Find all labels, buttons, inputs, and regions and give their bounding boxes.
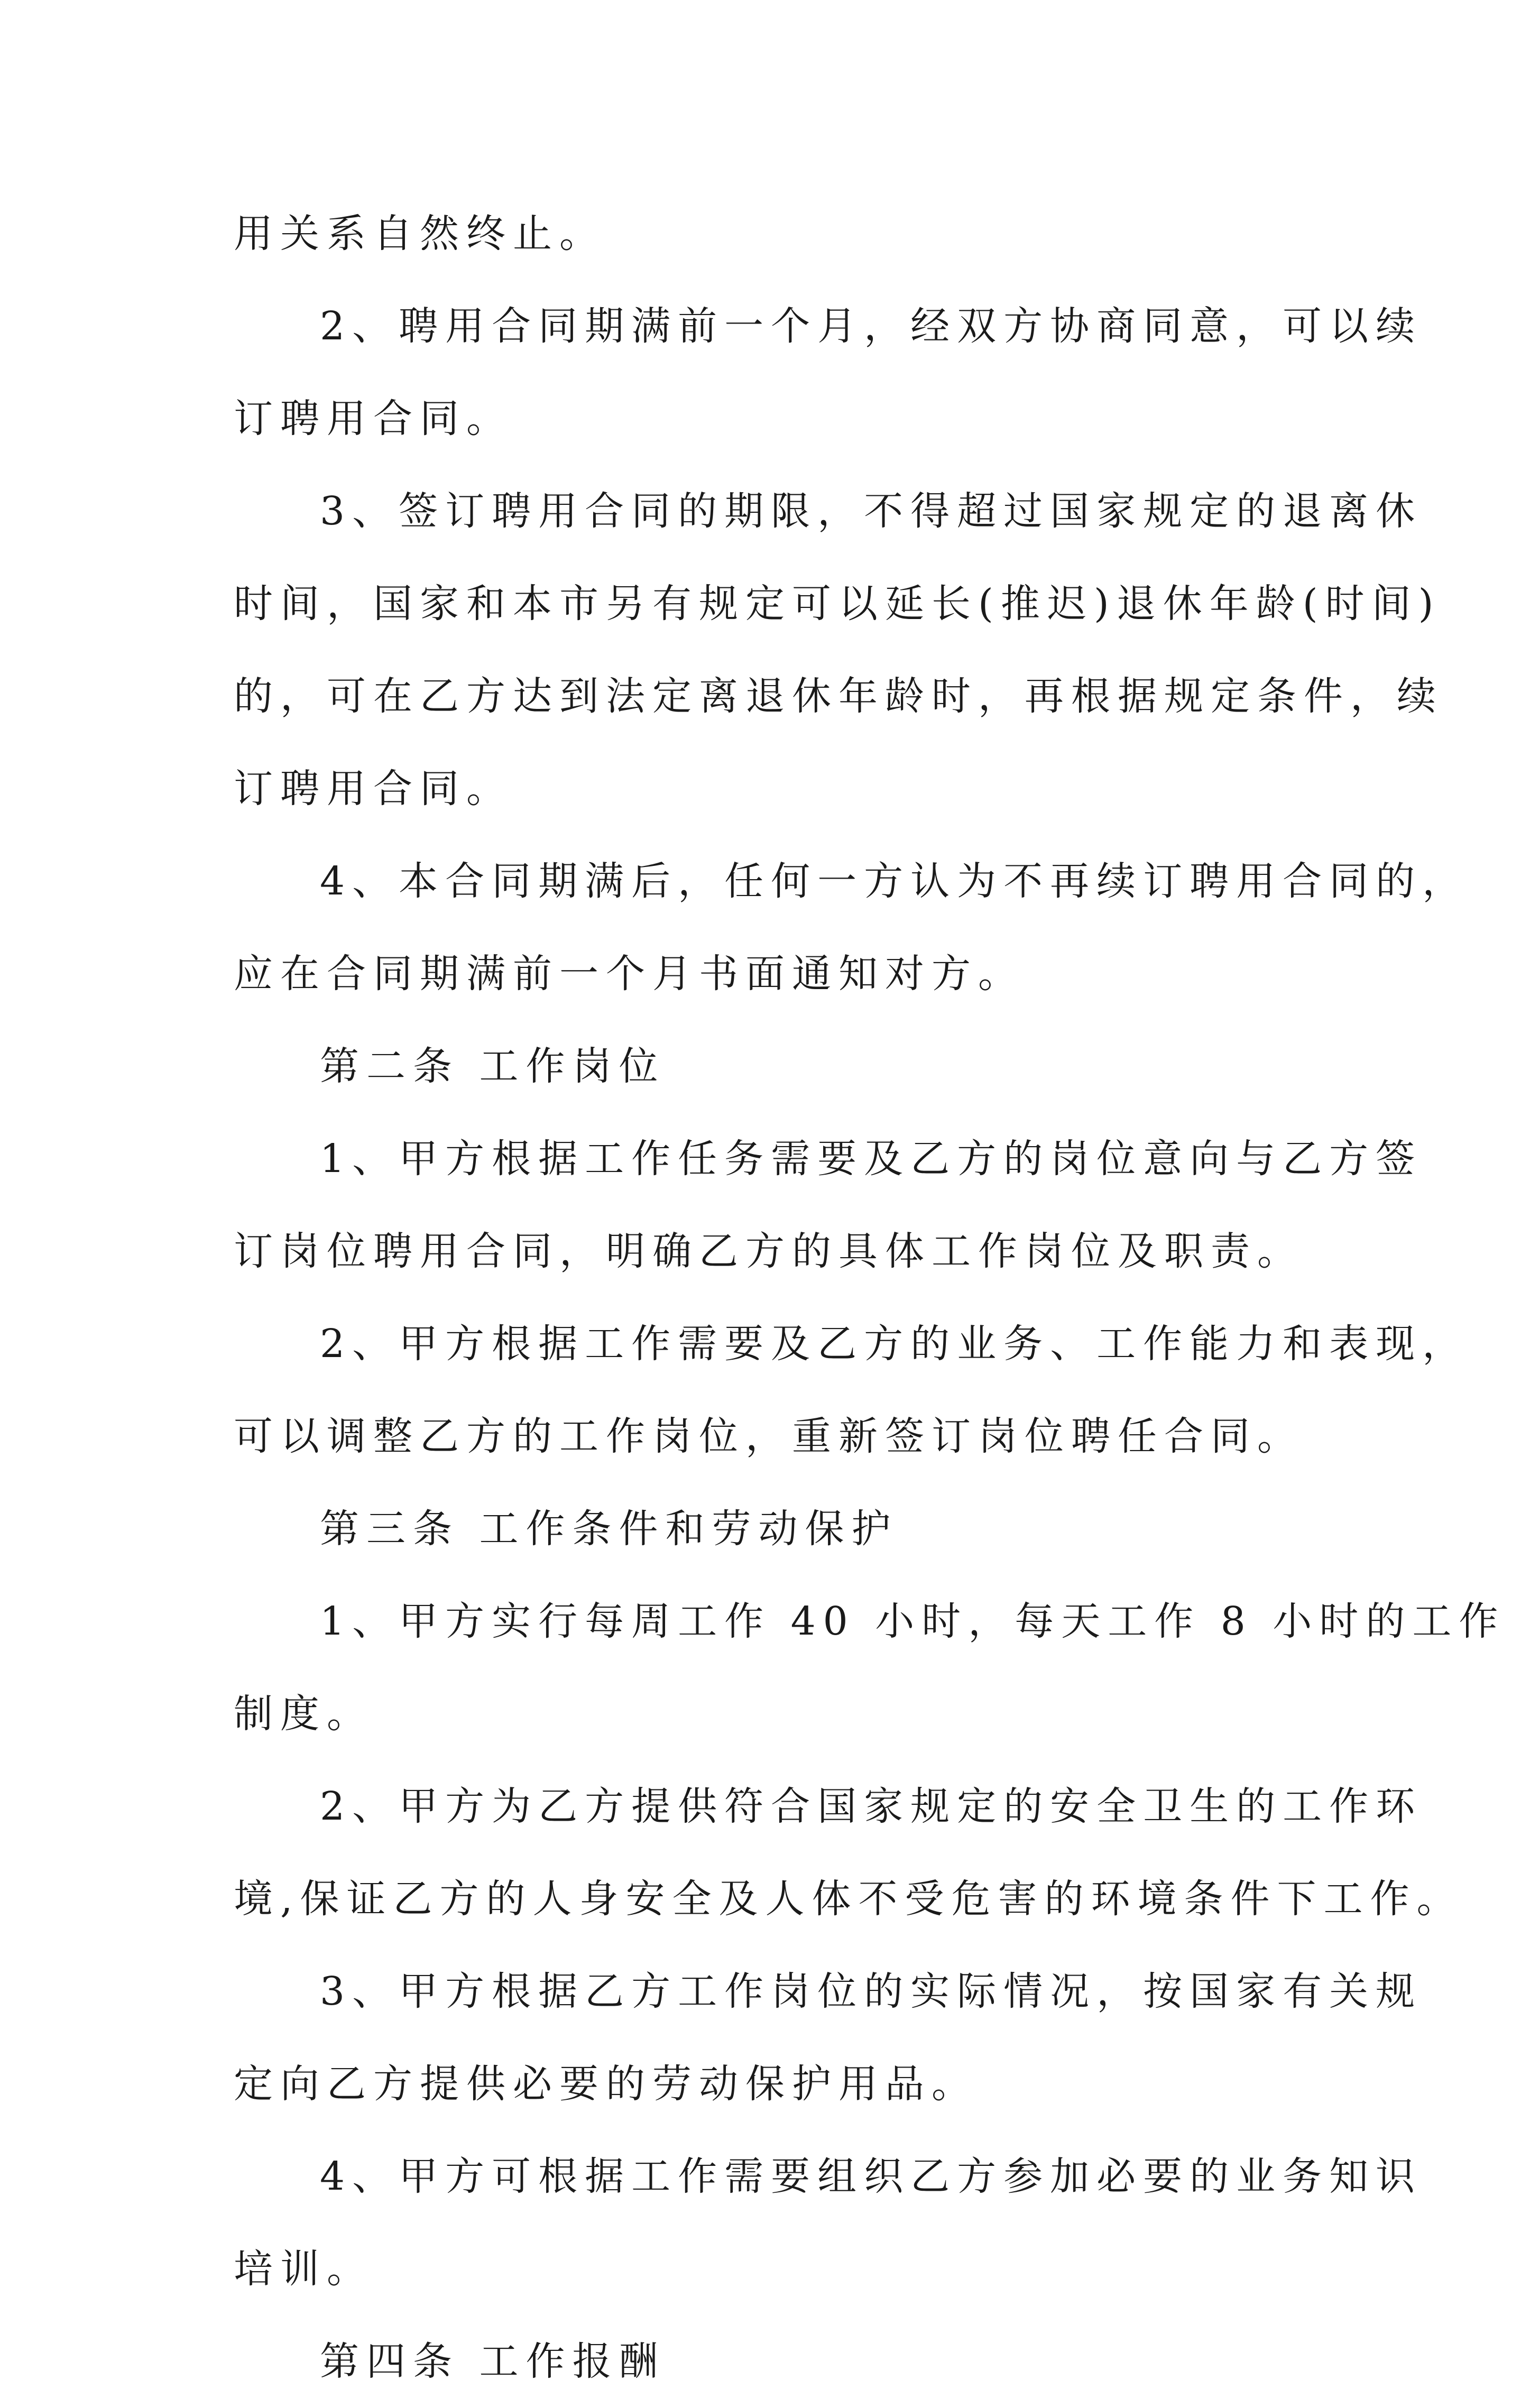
section-heading: 第二条 工作岗位: [320, 1044, 666, 1089]
text-line: 1、甲方根据工作任务需要及乙方的岗位意向与乙方签: [320, 1136, 1423, 1182]
text-line: 订聘用合同。: [234, 766, 513, 811]
text-line: 4、本合同期满后，任何一方认为不再续订聘用合同的，: [320, 859, 1469, 904]
text-line: 4、甲方可根据工作需要组织乙方参加必要的业务知识: [320, 2154, 1423, 2199]
section-heading: 第四条 工作报酬: [320, 2339, 666, 2384]
text-line: 可以调整乙方的工作岗位，重新签订岗位聘任合同。: [234, 1414, 1304, 1459]
text-line: 的，可在乙方达到法定离退休年龄时，再根据规定条件，续: [234, 673, 1443, 719]
text-line: 用关系自然终止。: [234, 211, 606, 256]
text-line: 1、甲方实行每周工作 40 小时，每天工作 8 小时的工作: [320, 1599, 1506, 1644]
text-line: 2、甲方为乙方提供符合国家规定的安全卫生的工作环: [320, 1784, 1423, 1829]
text-line: 培训。: [234, 2246, 373, 2292]
text-line: 定向乙方提供必要的劳动保护用品。: [234, 2061, 978, 2107]
text-line: 应在合同期满前一个月书面通知对方。: [234, 951, 1025, 997]
text-line: 2、聘用合同期满前一个月，经双方协商同意，可以续: [320, 303, 1423, 349]
section-heading: 第三条 工作条件和劳动保护: [320, 1506, 898, 1552]
text-line: 2、甲方根据工作需要及乙方的业务、工作能力和表现，: [320, 1321, 1469, 1367]
text-line: 订聘用合同。: [234, 396, 513, 441]
document-body: [234, 188, 1506, 2408]
text-line: 制度。: [234, 1691, 373, 1737]
text-line: 3、签订聘用合同的期限，不得超过国家规定的退离休: [320, 488, 1423, 534]
text-line: 境,保证乙方的人身安全及人体不受危害的环境条件下工作。: [234, 1876, 1463, 1922]
text-line: 订岗位聘用合同，明确乙方的具体工作岗位及职责。: [234, 1229, 1304, 1274]
text-line: 时间，国家和本市另有规定可以延长(推迟)退休年龄(时间): [234, 581, 1441, 626]
text-line: 3、甲方根据乙方工作岗位的实际情况，按国家有关规: [320, 1969, 1423, 2014]
